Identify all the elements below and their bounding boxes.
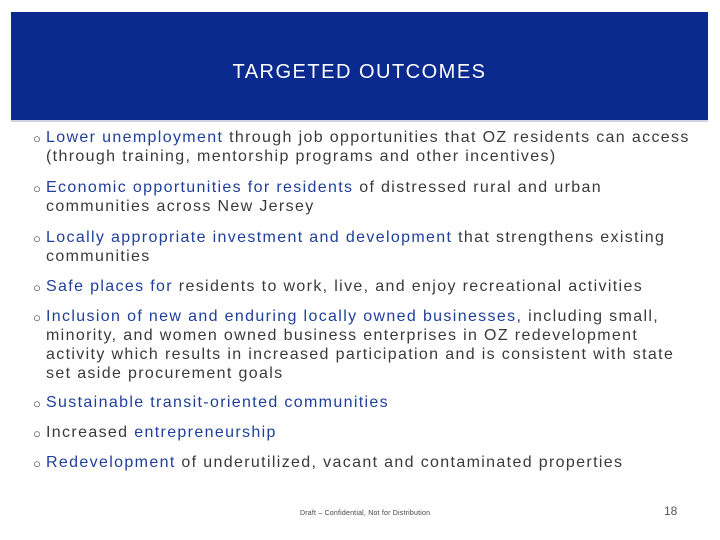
bullet-item <box>29 178 701 216</box>
bullet-item <box>29 228 701 266</box>
divider <box>11 120 708 122</box>
bullet-text: including small, minority, and women owned business enterprises in OZ redevelopment activity which results in increased participation and is consistent with state set aside procurement goals <box>46 308 675 382</box>
bullet-item <box>29 277 701 296</box>
hollow-circle-bullet-icon: ○ <box>33 280 43 295</box>
bullet-item <box>29 453 701 472</box>
footer-note: Draft – Confidential, Not for Distribution <box>300 510 431 517</box>
bullet-prefix: Increased <box>46 424 135 441</box>
bullet-highlight: Locally appropriate investment and development <box>46 229 453 246</box>
hollow-circle-bullet-icon: ○ <box>33 181 43 196</box>
bullet-highlight: Safe places for <box>46 278 173 295</box>
bullet-item <box>29 307 701 383</box>
bullet-item <box>29 128 701 166</box>
outcomes-list <box>29 128 701 472</box>
bullet-item <box>29 393 701 412</box>
hollow-circle-bullet-icon: ○ <box>33 456 43 471</box>
bullet-highlight: Inclusion of new and enduring locally owned businesses, <box>46 308 523 325</box>
bullet-text: through job opportunities that OZ residents can access (through training, mentorship programs and other incentives) <box>46 129 690 165</box>
page-number: 18 <box>664 504 678 518</box>
bullet-text: residents to work, live, and enjoy recreational activities <box>172 278 644 295</box>
bullet-highlight: Sustainable transit-oriented communities <box>46 394 390 411</box>
hollow-circle-bullet-icon: ○ <box>33 396 43 411</box>
bullet-item <box>29 423 701 442</box>
hollow-circle-bullet-icon: ○ <box>33 231 43 246</box>
bullet-highlight: Redevelopment <box>46 454 176 471</box>
title-banner <box>11 12 708 120</box>
bullet-highlight: Lower unemployment <box>46 129 224 146</box>
hollow-circle-bullet-icon: ○ <box>33 310 43 325</box>
bullet-text: of distressed rural and urban communities across New Jersey <box>46 179 603 215</box>
bullet-highlight: Economic opportunities for residents <box>46 179 354 196</box>
bullet-text: of underutilized, vacant and contaminated properties <box>175 454 624 471</box>
bullet-text: that strengthens existing communities <box>46 229 666 265</box>
slide-title: TARGETED OUTCOMES <box>232 61 487 83</box>
bullet-highlight: entrepreneurship <box>134 424 277 441</box>
hollow-circle-bullet-icon: ○ <box>33 131 43 146</box>
hollow-circle-bullet-icon: ○ <box>33 426 43 441</box>
